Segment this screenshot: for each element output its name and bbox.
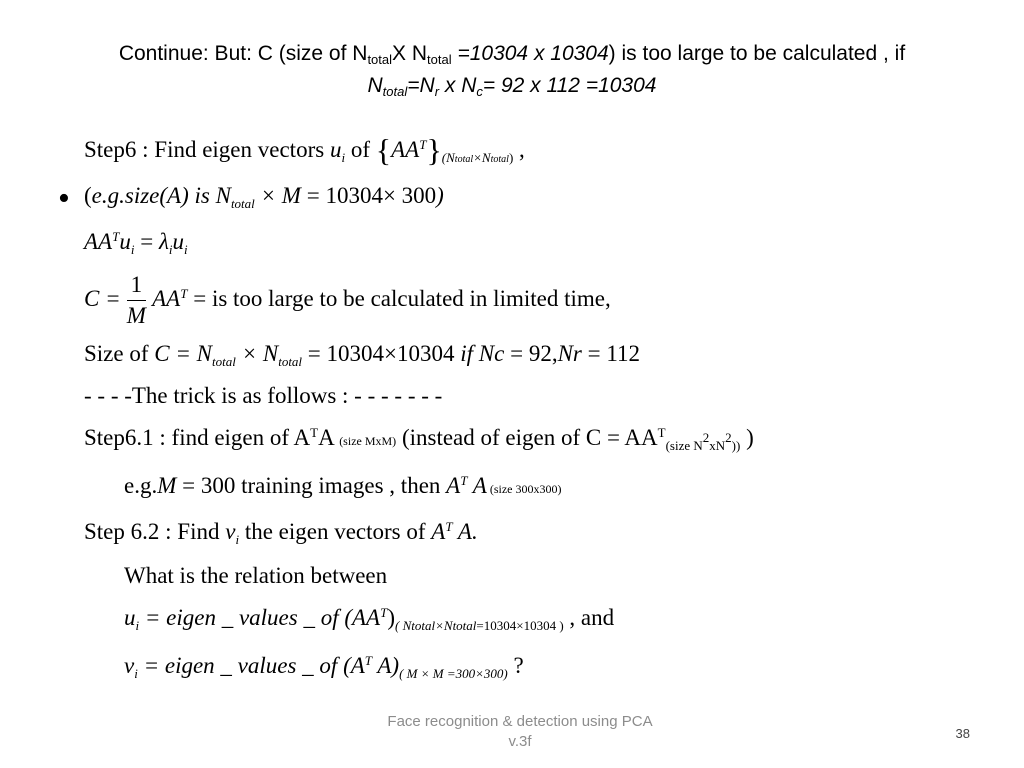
u-eigen-values-line: $u_i$ = eigen _ values _ of $(AA^T)_{( Ntotal\times Ntotal=10304\times 10304 )}$ , and [124,605,615,633]
slide-title: Continue: But: C (size of $N_{total}X$ $N_{total} =10304$ x 10304) is too large to be calculated , if $N_{total}=N_r$ x $N_c= 92$ x 112 =10304 [118,42,906,99]
page-number: 38 [955,726,970,741]
bullet-point: • [58,180,70,217]
footer-text: Face recognition & detection using PCA v.3f [387,713,653,750]
trick-line: - - - -The trick is as follows : - - - - - - - [84,383,443,408]
size-of-c-line: Size of $C = N_{total} \times N_{total} = 10304\times 10304$ if Nc = 92,Nr = 112 [84,341,640,369]
covariance-definition-line: C = $\frac{1}{M}$ $AA^T$ = is too large to be calculated in limited time, [84,270,611,331]
size-example-line: (e.g.size(A) is $N_{total} \times M = 10304\times 300$) [84,183,444,211]
example-training-line: e.g.M = 300 training images , then $A^T$ A (size 300x300) [124,473,562,498]
eigen-equation-line: $AA^Tu_i = \lambda_iu_i$ [84,229,188,257]
fraction-one-over-m: $\frac{1}{M}$ [126,272,146,328]
v-eigen-values-line: $v_i$ = eigen _ values _ of ($A^T$ $A)_{( M \times M =300\times 300)}$ ? [124,653,524,681]
step6-2-line: Step 6.2 : Find $v_i$ the eigen vectors of $A^T$ A. [84,519,478,547]
relation-question-line: What is the relation between [124,563,388,588]
step6-find-eigen-line: Step6 : Find eigen vectors $u_i$ of $\{AA^T\}_{(Ntotal\times Ntotal)}$ , [84,132,525,168]
step6-1-line: Step6.1 : find eigen of $A^TA$ (size MxM) (instead of eigen of $C = AA^T_{(size N^2xN^2))}$ ) [84,425,754,453]
